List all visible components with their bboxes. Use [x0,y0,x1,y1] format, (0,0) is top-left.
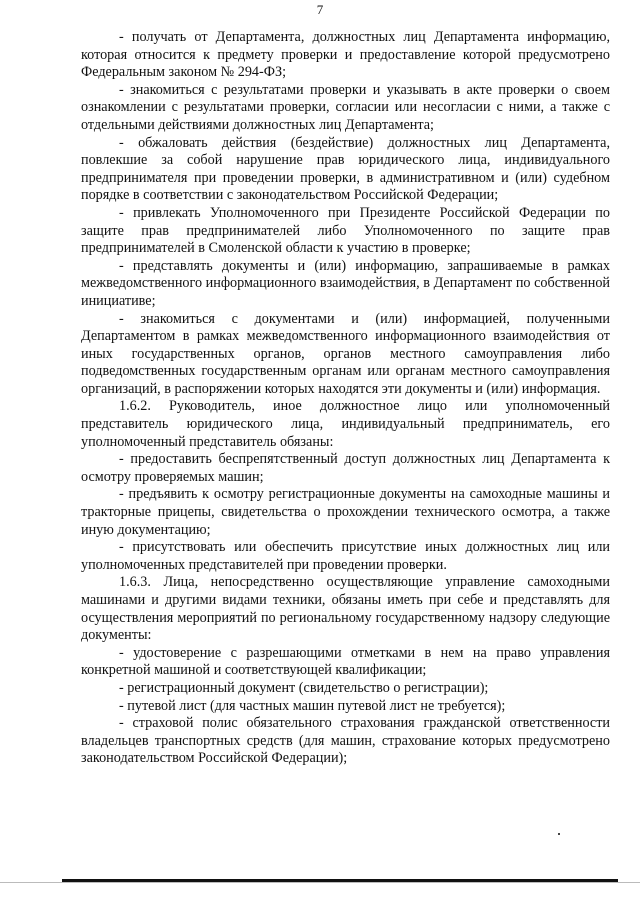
paragraph-doc-waybill: - путевой лист (для частных машин путевой лист не требуется); [119,697,506,714]
page-number: 7 [316,2,324,17]
paragraph-doc-registration: - регистрационный документ (свидетельство о регистрации); [119,679,489,696]
paragraph-right-review-results: - знакомиться с результатами проверки и указывать в акте проверки о своем ознакомлении с результатами проверки, согласии или несогласии с ними, а также с отдельными действиями должностных лиц Департамента; [81,81,610,133]
paragraph-doc-license: - удостоверение с разрешающими отметками в нем на право управления конкретной машиной и соответствующей квалификации; [81,644,610,679]
paragraph-right-involve-ombudsman: - привлекать Уполномоченного при Президенте Российской Федерации по защите прав предпринимателей либо Уполномоченного по защите прав предпринимателей в Смоленской области к участию в проверке; [81,204,610,257]
paragraph-duty-be-present: - присутствовать или обеспечить присутствие иных должностных лиц или уполномоченных представителей при проведении проверки. [81,539,610,573]
scan-dot [558,833,560,835]
scan-border-line [0,882,640,883]
paragraph-right-review-documents: - знакомиться с документами и (или) информацией, полученными Департаментом в рамках межведомственного информационного взаимодействия от иных государственных органов, органов местного самоуправления либо подведомственных государственным органам или органам местного самоуправления организаций, в распоряжении которых находятся эти документы и (или) информация. [81,310,610,397]
paragraph-duty-provide-access: - предоставить беспрепятственный доступ должностных лиц Департамента к осмотру проверяемых машин; [81,451,610,485]
paragraph-section-1-6-2: 1.6.2. Руководитель, иное должностное лицо или уполномоченный представитель юридического лица, индивидуальный предприниматель, его уполномоченный представитель обязаны: [81,398,610,450]
paragraph-duty-present-documents: - предъявить к осмотру регистрационные документы на самоходные машины и тракторные прицепы, свидетельства о прохождении технического осмотра, а также иную документацию; [81,486,610,538]
document-body [81,29,610,768]
paragraph-right-appeal: - обжаловать действия (бездействие) должностных лиц Департамента, повлекшие за собой нарушение прав юридического лица, индивидуального предпринимателя при проведении проверки, в административном и (или) судебном порядке в соответствии с законодательством Российской Федерации; [81,134,610,204]
paragraph-doc-insurance: - страховой полис обязательного страхования гражданской ответственности владельцев транспортных средств (для машин, страхование которых предусмотрено законодательством Российской Федерации); [81,715,610,767]
paragraph-right-receive-info: - получать от Департамента, должностных лиц Департамента информацию, которая относится к предмету проверки и предоставление которой предусмотрено Федеральным законом № 294-ФЗ; [81,29,610,81]
paragraph-section-1-6-3: 1.6.3. Лица, непосредственно осуществляющие управление самоходными машинами и другими видами техники, обязаны иметь при себе и представлять для осуществления мероприятий по региональному государственному надзору следующие документы: [81,574,610,644]
paragraph-right-submit-documents: - представлять документы и (или) информацию, запрашиваемые в рамках межведомственного информационного взаимодействия, в Департамент по собственной инициативе; [81,257,610,309]
